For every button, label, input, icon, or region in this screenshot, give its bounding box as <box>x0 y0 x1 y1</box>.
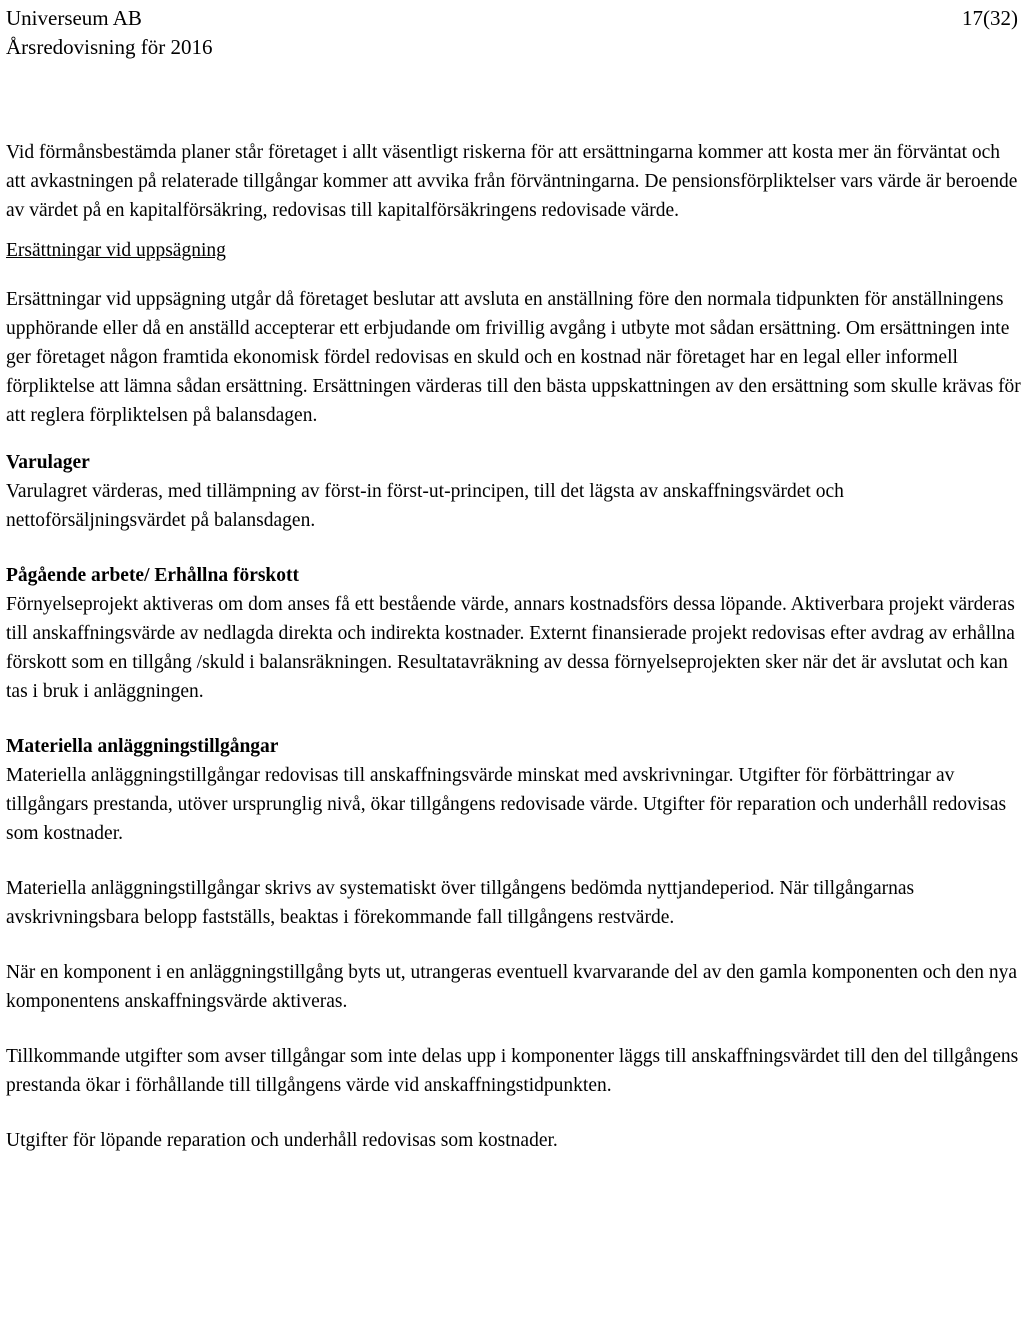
termination-heading: Ersättningar vid uppsägning <box>6 240 226 261</box>
wip-heading: Pågående arbete/ Erhållna förskott <box>6 565 300 586</box>
termination-paragraph: Ersättningar vid uppsägning utgår då företaget beslutar att avsluta en anställning före den normala tidpunkten för anställningens upphörande eller då en anställd accepterar ett erbjudande om frivillig avgång i utbyte mot sådan ersättning. Om ersättningen inte ger företaget någon framtida ekonomisk fördel redovisas en skuld och en kostnad när företaget har en legal eller informell förpliktelse att lämna sådan ersättning. Ersättningen värderas till den bästa uppskattningen av den ersättning som skulle krävas för att reglera förpliktelsen på balansdagen. <box>6 289 1021 426</box>
page-number: 17(32) <box>962 6 1018 30</box>
document-body <box>6 138 1022 1155</box>
inventory-paragraph: Varulagret värderas, med tillämpning av först-in först-ut-principen, till det lägsta av anskaffningsvärdet och nettoförsäljningsvärdet på balansdagen. <box>6 481 844 531</box>
tangible-assets-paragraph-1: Materiella anläggningstillgångar redovisas till anskaffningsvärde minskat med avskrivningar. Utgifter för förbättringar av tillgångars prestanda, utöver ursprunglig nivå, ökar tillgångens redovisade värde. Utgifter för reparation och underhåll redovisas som kostnader. <box>6 765 1007 844</box>
page-header <box>6 4 1018 62</box>
tangible-assets-paragraph-3: När en komponent i en anläggningstillgång byts ut, utrangeras eventuell kvarvarande del av den gamla komponenten och den nya komponentens anskaffningsvärde aktiveras. <box>6 962 1017 1012</box>
tangible-assets-heading: Materiella anläggningstillgångar <box>6 736 279 757</box>
tangible-assets-paragraph-5: Utgifter för löpande reparation och underhåll redovisas som kostnader. <box>6 1130 558 1151</box>
inventory-heading: Varulager <box>6 452 90 473</box>
wip-paragraph: Förnyelseprojekt aktiveras om dom anses få ett bestående värde, annars kostnadsförs dessa löpande. Aktiverbara projekt värderas till anskaffningsvärde av nedlagda direkta och indirekta kostnader. Externt finansierade projekt redovisas efter avdrag av erhållna förskott som en tillgång /skuld i balansräkningen. Resultatavräkning av dessa förnyelseprojekten sker när det är avslutat och kan tas i bruk i anläggningen. <box>6 594 1015 702</box>
defined-benefit-paragraph: Vid förmånsbestämda planer står företaget i allt väsentligt riskerna för att ersättningarna kommer att kosta mer än förväntat och att avkastningen på relaterade tillgångar kommer att avvika från förväntningarna. De pensionsförpliktelser vars värde är beroende av värdet på en kapitalförsäkring, redovisas till kapitalförsäkringens redovisade värde. <box>6 142 1018 221</box>
report-title: Årsredovisning för 2016 <box>6 35 213 59</box>
tangible-assets-paragraph-2: Materiella anläggningstillgångar skrivs av systematiskt över tillgångens bedömda nyttjandeperiod. När tillgångarnas avskrivningsbara belopp fastställs, beaktas i förekommande fall tillgångens restvärde. <box>6 878 915 928</box>
tangible-assets-paragraph-4: Tillkommande utgifter som avser tillgångar som inte delas upp i komponenter läggs till anskaffningsvärdet till den del tillgångens prestanda ökar i förhållande till tillgångens värde vid anskaffningstidpunkten. <box>6 1046 1019 1096</box>
company-name: Universeum AB <box>6 6 142 30</box>
